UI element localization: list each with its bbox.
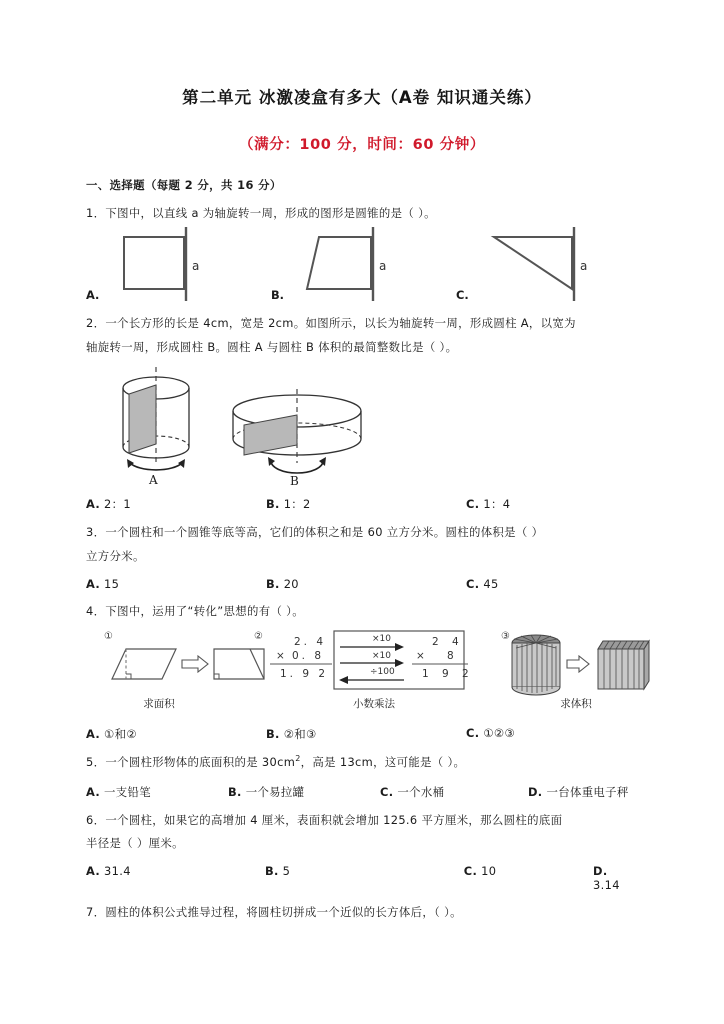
q3-option-c[interactable]: C. 45 bbox=[466, 576, 499, 591]
svg-text:③: ③ bbox=[501, 631, 510, 643]
q1-option-c-figure bbox=[456, 225, 636, 305]
svg-text:①: ① bbox=[104, 631, 113, 643]
svg-text:B: B bbox=[290, 474, 299, 489]
question-6-options bbox=[86, 864, 638, 892]
question-3-text-line2: 立方分米。 bbox=[86, 548, 145, 563]
question-2-figure bbox=[86, 365, 638, 487]
q5-option-a[interactable]: A. 一支铅笔 bbox=[86, 784, 152, 799]
svg-text:求面积: 求面积 bbox=[143, 698, 175, 711]
svg-text:B.: B. bbox=[271, 288, 285, 303]
q2-cylinder-b bbox=[211, 389, 391, 489]
svg-text:2. 4: 2. 4 bbox=[294, 636, 327, 649]
svg-text:小数乘法: 小数乘法 bbox=[353, 698, 395, 711]
q6-option-d[interactable]: D. 3.14 bbox=[593, 864, 620, 893]
svg-text:÷100: ÷100 bbox=[370, 667, 395, 678]
page-title: 第二单元 冰激凌盒有多大（A卷 知识通关练） bbox=[182, 88, 542, 107]
q4-option-a[interactable]: A. ①和② bbox=[86, 727, 137, 742]
q4-diagram-2 bbox=[254, 627, 494, 717]
svg-text:×: × bbox=[276, 650, 285, 663]
svg-text:1 9 2: 1 9 2 bbox=[422, 668, 474, 681]
question-6-text-line2: 半径是（ ）厘米。 bbox=[86, 836, 184, 851]
q1-option-b-figure bbox=[271, 225, 441, 305]
q2-option-a[interactable]: A. 2：1 bbox=[86, 497, 131, 512]
q3-option-b[interactable]: B. 20 bbox=[266, 576, 299, 591]
svg-text:×: × bbox=[416, 650, 425, 663]
q4-diagram-3 bbox=[501, 627, 651, 717]
question-5-options bbox=[86, 784, 638, 800]
q5-option-c[interactable]: C. 一个水桶 bbox=[380, 784, 445, 799]
q4-diagram-1 bbox=[104, 627, 269, 717]
question-6-text-line1: 6．一个圆柱，如果它的高增加 4 厘米，表面积就会增加 125.6 平方厘米，那么圆柱的底面 bbox=[86, 812, 563, 827]
svg-text:a: a bbox=[580, 259, 588, 274]
svg-text:求体积: 求体积 bbox=[560, 698, 592, 711]
question-2-text-line2: 轴旋转一周，形成圆柱 B。圆柱 A 与圆柱 B 体积的最简整数比是（ ）。 bbox=[86, 339, 458, 354]
q1-option-a-figure bbox=[86, 225, 246, 305]
question-2-text-line1: 2．一个长方形的长是 4cm，宽是 2cm。如图所示，以长为轴旋转一周，形成圆柱 A，以宽为 bbox=[86, 316, 576, 331]
q2-cylinder-a bbox=[96, 365, 216, 487]
question-5-text: 5．一个圆柱形物体的底面积的是 $30cm^2$，高是 13cm，这可能是（ ）。 bbox=[86, 754, 466, 770]
q6-option-a[interactable]: A. 31.4 bbox=[86, 864, 131, 879]
page-subtitle: （满分：100 分，时间：60 分钟） bbox=[239, 137, 485, 154]
q5-option-d[interactable]: D. 一台体重电子秤 bbox=[528, 784, 629, 799]
svg-text:×10: ×10 bbox=[372, 651, 391, 662]
svg-text:a: a bbox=[192, 259, 200, 274]
svg-text:A: A bbox=[149, 473, 158, 488]
question-1-text: 1．下图中，以直线 a 为轴旋转一周，形成的图形是圆锥的是（ ）。 bbox=[86, 206, 436, 221]
q6-option-c[interactable]: C. 10 bbox=[463, 864, 497, 879]
svg-text:②: ② bbox=[254, 631, 263, 643]
question-4-options bbox=[86, 726, 638, 742]
question-4-text: 4．下图中，运用了“转化”思想的有（ ）。 bbox=[86, 603, 304, 618]
question-3-text-line1: 3．一个圆柱和一个圆锥等底等高，它们的体积之和是 60 立方分米。圆柱的体积是（ ） bbox=[86, 525, 544, 540]
svg-text:0. 8: 0. 8 bbox=[292, 650, 325, 663]
svg-text:2 4: 2 4 bbox=[432, 636, 464, 649]
q6-option-b[interactable]: B. 5 bbox=[264, 864, 291, 879]
svg-text:×10: ×10 bbox=[372, 634, 391, 645]
svg-text:C.: C. bbox=[456, 288, 469, 303]
q5-option-b[interactable]: B. 一个易拉罐 bbox=[228, 784, 305, 799]
question-7-text: 7．圆柱的体积公式推导过程，将圆柱切拼成一个近似的长方体后，（ ）。 bbox=[86, 905, 462, 920]
q2-option-b[interactable]: B. 1：2 bbox=[266, 497, 311, 512]
q4-option-c[interactable]: C. ①②③ bbox=[466, 726, 516, 741]
svg-text:8: 8 bbox=[447, 650, 454, 663]
svg-text:a: a bbox=[379, 259, 387, 274]
svg-text:1. 9 2: 1. 9 2 bbox=[280, 668, 329, 681]
question-2-options bbox=[86, 496, 638, 512]
q2-option-c[interactable]: C. 1：4 bbox=[466, 497, 511, 512]
q3-option-a[interactable]: A. 15 bbox=[86, 576, 120, 591]
svg-text:A.: A. bbox=[86, 288, 100, 303]
q4-option-b[interactable]: B. ②和③ bbox=[266, 727, 317, 742]
question-1-figure bbox=[86, 225, 638, 305]
section-heading-choice: 一、选择题（每题 2 分，共 16 分） bbox=[86, 178, 282, 193]
question-3-options bbox=[86, 577, 638, 591]
question-4-figure bbox=[86, 627, 638, 717]
